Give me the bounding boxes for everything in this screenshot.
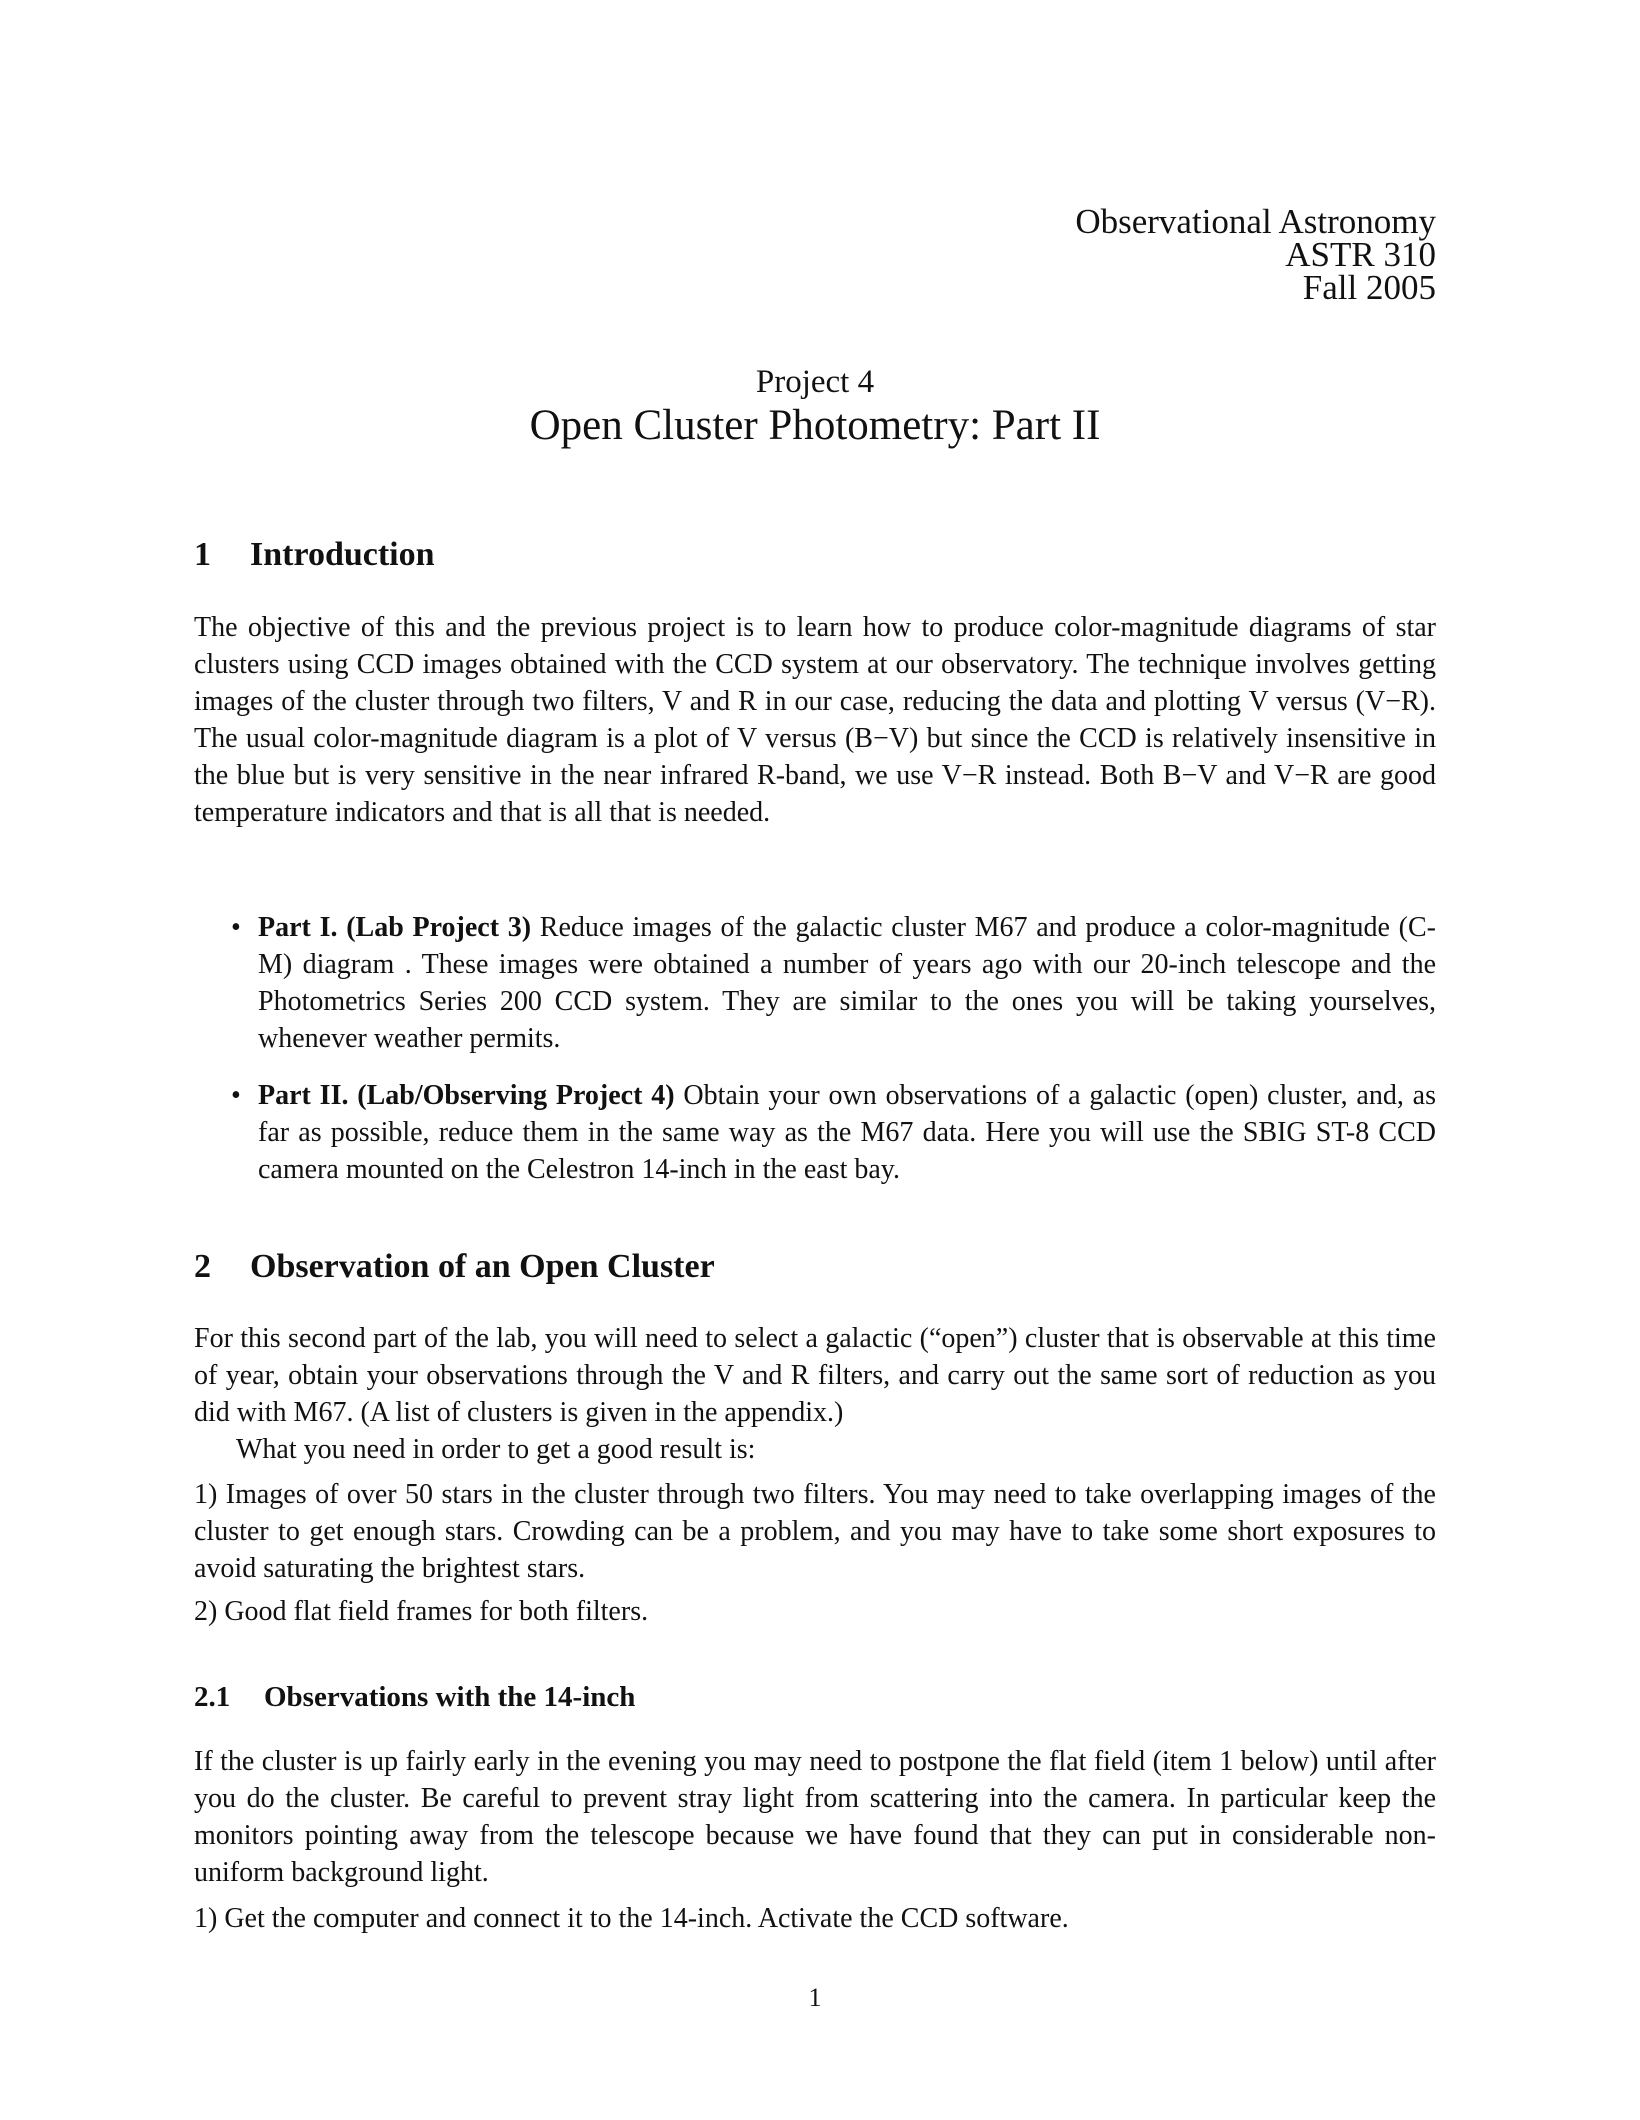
- course-term: Fall 2005: [1302, 268, 1436, 307]
- course-header: [1075, 202, 1436, 307]
- 14-inch-step-1: 1) Get the computer and connect it to the 14-inch. Activate the CCD software.: [194, 1903, 1069, 1934]
- needs-item-2: 2) Good flat field frames for both filters.: [194, 1596, 649, 1627]
- bullet-marker: •: [231, 912, 241, 943]
- list-item-part-1: [194, 909, 1436, 1057]
- section-heading-observation: [194, 1247, 715, 1287]
- bullet-marker: •: [231, 1080, 241, 1111]
- subsection-heading-14-inch: [194, 1679, 635, 1715]
- project-label: Project 4: [755, 364, 875, 400]
- 14-inch-paragraph: If the cluster is up fairly early in the evening you may need to postpone the flat field (item 1 below) until after you do the cluster. Be careful to prevent stray light from scattering into the camera. In particular keep the monitors pointing away from the telescope because we have found that they can put in considerable non-uniform background light.: [194, 1746, 1436, 1888]
- section-title: Observation of an Open Cluster: [250, 1248, 715, 1285]
- subsection-number: 2.1: [194, 1681, 231, 1713]
- document-page: [194, 0, 1436, 2120]
- needs-intro: What you need in order to get a good result is:: [236, 1434, 756, 1465]
- course-name: Observational Astronomy: [1075, 202, 1436, 241]
- part-2-label: Part II. (Lab/Observing Project 4): [258, 1080, 675, 1111]
- section-number: 2: [194, 1248, 211, 1285]
- list-item-part-2: [194, 1077, 1436, 1188]
- project-parts-list: [194, 909, 1436, 1188]
- course-code: ASTR 310: [1285, 235, 1436, 274]
- title-block: [194, 362, 1436, 450]
- part-2-text: Obtain your own observations of a galactic (open) cluster, and, as far as possible, reduce them in the same way as the M67 data. Here you will use the SBIG ST-8 CCD camera mounted on the Celestron 14-inch in the east bay.: [258, 1080, 1436, 1185]
- intro-paragraph: The objective of this and the previous project is to learn how to produce color-magnitude diagrams of star clusters using CCD images obtained with the CCD system at our observatory. The technique involves getting images of the cluster through two filters, V and R in our case, reducing the data and plotting V versus (V−R). The usual color-magnitude diagram is a plot of V versus (B−V) but since the CCD is relatively insensitive in the blue but is very sensitive in the near infrared R-band, we use V−R instead. Both B−V and V−R are good temperature indicators and that is all that is needed.: [194, 612, 1436, 828]
- needs-item-1: 1) Images of over 50 stars in the cluster through two filters. You may need to take overlapping images of the cluster to get enough stars. Crowding can be a problem, and you may have to take some short exposures to avoid saturating the brightest stars.: [194, 1479, 1436, 1584]
- part-1-label: Part I. (Lab Project 3): [258, 912, 532, 943]
- section-title: Introduction: [250, 536, 435, 573]
- section-number: 1: [194, 536, 211, 573]
- page-number: 1: [808, 1983, 822, 2012]
- part-1-text: Reduce images of the galactic cluster M67 and produce a color-magnitude (C-M) diagram . These images were obtained a number of years ago with our 20-inch telescope and the Photometrics Series 200 CCD system. They are similar to the ones you will be taking yourselves, whenever weather permits.: [258, 912, 1436, 1054]
- observation-paragraph: For this second part of the lab, you will need to select a galactic (“open”) cluster that is observable at this time of year, obtain your observations through the V and R filters, and carry out the same sort of reduction as you did with M67. (A list of clusters is given in the appendix.): [194, 1323, 1436, 1428]
- subsection-title: Observations with the 14-inch: [264, 1681, 636, 1713]
- project-title: Open Cluster Photometry: Part II: [529, 402, 1101, 449]
- section-heading-introduction: [194, 535, 435, 575]
